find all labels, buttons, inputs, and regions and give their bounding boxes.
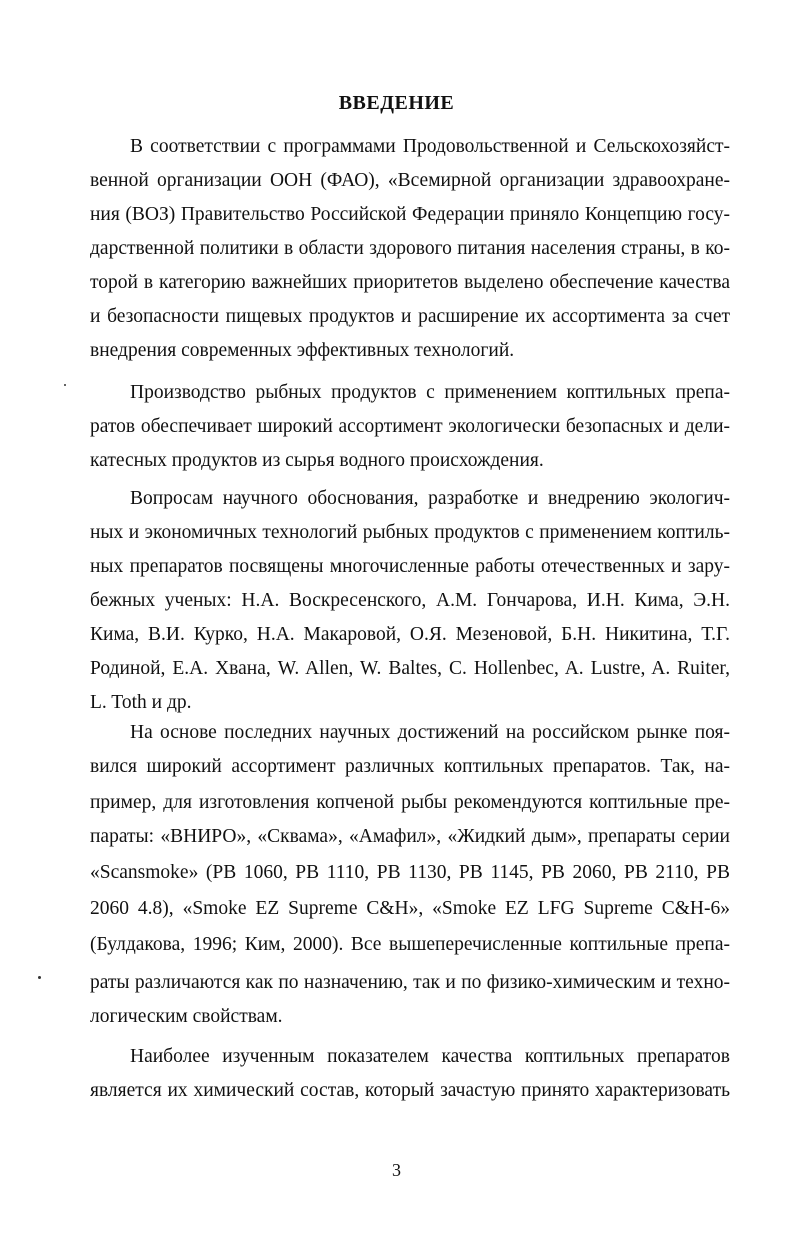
document-title: ВВЕДЕНИЕ: [338, 92, 455, 114]
paragraph-1-line-2: венной организации ООН (ФАО), «Всемирной организации здравоохране-: [90, 170, 730, 191]
paragraph-1-line-7: внедрения современных эффективных технологий.: [90, 340, 515, 361]
paragraph-2-line-2: ратов обеспечивает широкий ассортимент экологически безопасных и дели-: [90, 416, 730, 437]
paragraph-1-line-6: и безопасности пищевых продуктов и расширение их ассортимента за счет: [90, 306, 730, 327]
scan-speck: [64, 384, 66, 386]
paragraph-4-line-9: логическим свойствам.: [90, 1006, 283, 1027]
paragraph-3-line-4: бежных ученых: Н.А. Воскресенского, А.М. Гончарова, И.Н. Кима, Э.Н.: [90, 590, 730, 611]
paragraph-4-line-6: 2060 4.8), «Smoke EZ Supreme C&H», «Smoke EZ LFG Supreme C&H-6»: [90, 898, 730, 919]
paragraph-5-line-1: Наиболее изученным показателем качества коптильных препаратов: [130, 1046, 730, 1067]
page-number: 3: [392, 1160, 401, 1180]
paragraph-4-line-8: раты различаются как по назначению, так и по физико-химическим и техно-: [90, 972, 730, 993]
paragraph-2-line-1: Производство рыбных продуктов с применением коптильных препа-: [130, 382, 730, 403]
paragraph-3-line-1: Вопросам научного обоснования, разработке и внедрению экологич-: [130, 488, 730, 509]
paragraph-4-line-1: На основе последних научных достижений на российском рынке поя-: [130, 722, 730, 743]
paragraph-5-line-2: является их химический состав, который зачастую принято характеризовать: [90, 1080, 730, 1101]
paragraph-1-line-5: торой в категорию важнейших приоритетов выделено обеспечение качества: [90, 272, 730, 293]
paragraph-2-line-3: катесных продуктов из сырья водного происхождения.: [90, 450, 544, 471]
paragraph-4-line-4: параты: «ВНИРО», «Сквама», «Амафил», «Жидкий дым», препараты серии: [90, 826, 730, 847]
paragraph-3-line-2: ных и экономичных технологий рыбных продуктов с применением коптиль-: [90, 522, 730, 543]
paragraph-4-line-5: «Scansmoke» (РВ 1060, РВ 1110, РВ 1130, РВ 1145, РВ 2060, РВ 2110, РВ: [90, 862, 730, 883]
paragraph-3-line-5: Кима, В.И. Курко, Н.А. Макаровой, О.Я. Мезеновой, Б.Н. Никитина, Т.Г.: [90, 624, 730, 645]
scan-speck: [38, 976, 41, 979]
paragraph-4-line-7: (Булдакова, 1996; Ким, 2000). Все вышеперечисленные коптильные препа-: [90, 934, 730, 955]
paragraph-1-line-4: дарственной политики в области здорового питания населения страны, в ко-: [90, 238, 730, 259]
paragraph-4-line-2: вился широкий ассортимент различных коптильных препаратов. Так, на-: [90, 756, 730, 777]
paragraph-1-line-1: В соответствии с программами Продовольственной и Сельскохозяйст-: [130, 136, 730, 157]
paragraph-1-line-3: ния (ВОЗ) Правительство Российской Федерации приняло Концепцию госу-: [90, 204, 730, 225]
paragraph-3-line-6: Родиной, Е.А. Хвана, W. Allen, W. Baltes, C. Hollenbec, A. Lustre, A. Ruiter,: [90, 658, 730, 679]
paragraph-3-line-3: ных препаратов посвящены многочисленные работы отечественных и зару-: [90, 556, 730, 577]
paragraph-4-line-3: пример, для изготовления копченой рыбы рекомендуются коптильные пре-: [90, 792, 730, 813]
paragraph-3-line-7: L. Toth и др.: [90, 692, 192, 713]
